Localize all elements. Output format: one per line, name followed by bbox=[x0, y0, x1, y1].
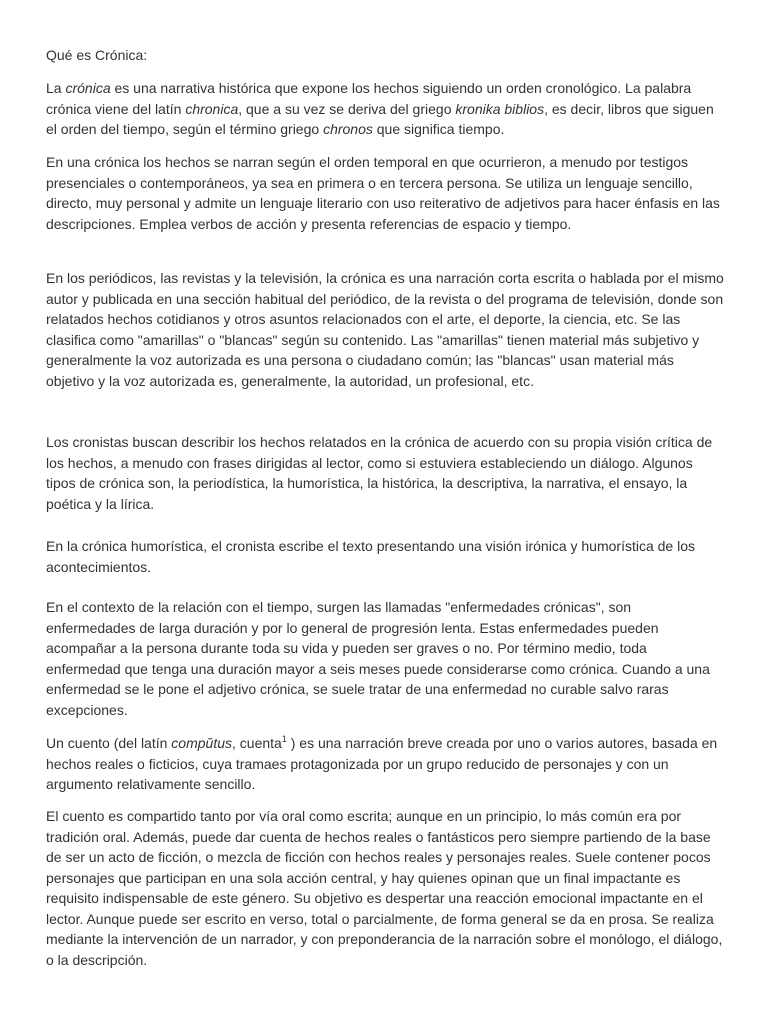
text-run: , que a su vez se deriva del griego bbox=[238, 100, 456, 117]
italic-term: chronica bbox=[185, 100, 239, 117]
text-run: que significa tiempo. bbox=[372, 121, 505, 137]
italic-term: crónica bbox=[65, 80, 111, 96]
paragraph-cronica-media: En los periódicos, las revistas y la televisión, la crónica es una narración corta escrita o hablada por el mismo autor y publicada en una sección habitual del periódico, de la revista o del programa de televisión, donde son relatados hechos cotidianos y otros asuntos relacionados con el arte, el deporte, la ciencia, etc. Se las clasifica como "amarillas" o "blancas" según su contenido. Las "amarillas" tienen material más subjetivo y generalmente la voz autorizada es una persona o ciudadano común; las "blancas" usan material más objetivo y la voz autorizada es, generalmente, la autoridad, un profesional, etc. bbox=[46, 270, 724, 389]
document-title: Qué es Crónica: bbox=[46, 47, 148, 63]
paragraph-cuento-oral-escrito: El cuento es compartido tanto por vía oral como escrita; aunque en un principio, lo más común era por tradición oral. Además, puede dar cuenta de hechos reales o fantásticos pero siempre partiendo de la base de ser un acto de ficción, o mezcla de ficción con hechos reales y personajes reales. Suele contener pocos personajes que participan en una sola acción central, y hay quienes opinan que un final impactante es requisito indispensable de este género. Su objetivo es despertar una reacción emocional impactante en el lector. Aunque puede ser escrito en verso, total o parcialmente, de forma general se da en prosa. Se realiza mediante la intervención de un narrador, y con preponderancia de la narración sobre el monólogo, el diálogo, o la descripción. bbox=[46, 808, 723, 968]
paragraph-cronica-definition bbox=[46, 78, 724, 140]
italic-term: compŭtus bbox=[171, 735, 232, 751]
text-run: , es decir, libros que siguen el orden del tiempo, según el término griego bbox=[46, 100, 714, 137]
italic-term: kronika biblios bbox=[455, 100, 545, 117]
text-run: , cuenta bbox=[232, 735, 282, 751]
text-run: es una narrativa histórica que expone los hechos siguiendo un orden cronológico. La palabra crónica viene del latín bbox=[46, 80, 692, 117]
paragraph-cronica-style: En una crónica los hechos se narran según el orden temporal en que ocurrieron, a menudo por testigos presenciales o contemporáneos, ya sea en primera o en tercera persona. Se utiliza un lenguaje sencillo, directo, muy personal y admite un lenguaje literario con uso reiterativo de adjetivos para hacer énfasis en las descripciones. Emplea verbos de acción y presenta referencias de espacio y tiempo. bbox=[46, 154, 720, 232]
text-run: Un cuento (del latín bbox=[46, 735, 172, 751]
italic-term: chronos bbox=[323, 121, 373, 137]
paragraph-enfermedades-cronicas: En el contexto de la relación con el tiempo, surgen las llamadas "enfermedades crónicas", son enfermedades de larga duración y por lo general de progresión lenta. Estas enfermedades pueden acompañar a la persona durante toda su vida y pueden ser graves o no. Por término medio, toda enfermedad que tenga una duración mayor a seis meses puede considerarse como crónica. Cuando a una enfermedad se le pone el adjetivo crónica, se suele tratar de una enfermedad no curable salvo raras excepciones. bbox=[46, 599, 710, 718]
paragraph-cronistas: Los cronistas buscan describir los hechos relatados en la crónica de acuerdo con su propia visión crítica de los hechos, a menudo con frases dirigidas al lector, como si estuviera estableciendo un diálogo. Algunos tipos de crónica son, la periodística, la humorística, la histórica, la descriptiva, la narrativa, el ensayo, la poética y la lírica. bbox=[46, 434, 713, 512]
paragraph-cuento-definition bbox=[46, 733, 724, 795]
text-run: La bbox=[46, 80, 66, 96]
paragraph-cronica-humoristica: En la crónica humorística, el cronista escribe el texto presentando una visión irónica y humorística de los acontecimientos. bbox=[46, 538, 695, 575]
footnote-marker: 1 bbox=[281, 734, 287, 744]
text-run: ) es una narración breve creada por uno o varios autores, basada en hechos reales o ficticios, cuya tramaes protagonizada por un grupo reducido de personajes y con un argumento relativamente sencillo. bbox=[46, 735, 718, 792]
